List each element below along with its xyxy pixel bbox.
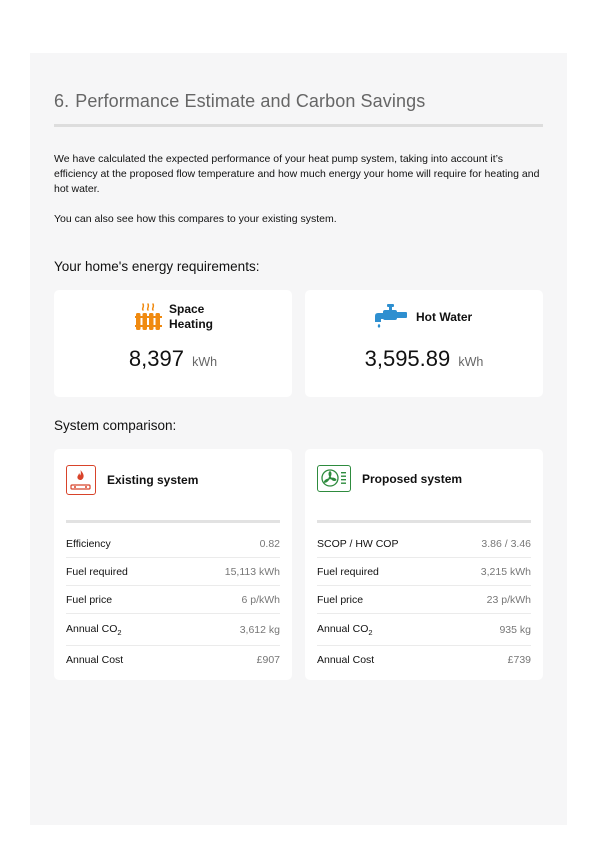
row-value: £907 [256, 654, 280, 666]
row-label: Annual Cost [66, 654, 124, 666]
section-number: 6. [54, 91, 70, 111]
row-label: Fuel price [317, 593, 364, 606]
boiler-flame-icon [66, 465, 96, 495]
row-value: 3,215 kWh [480, 565, 531, 578]
table-row [317, 614, 531, 646]
energy-heading: Your home's energy requirements: [54, 259, 260, 274]
table-row [317, 586, 531, 614]
row-label [317, 623, 373, 637]
row-value: 3.86 / 3.46 [481, 537, 531, 550]
row-label-main: Annual CO [66, 622, 118, 635]
intro-paragraph-1: We have calculated the expected performance of your heat pump system, taking into account it’s efficiency at the proposed flow temperature and how much energy your home will require for heating and hot water. [54, 153, 540, 195]
table-row [317, 558, 531, 586]
table-row [66, 646, 280, 674]
existing-system-title: Existing system [107, 473, 199, 487]
comparison-heading: System comparison: [54, 418, 177, 433]
row-value: 15,113 kWh [224, 565, 280, 578]
hot-water-unit: kWh [458, 355, 484, 369]
space-heating-label-line2: Heating [169, 317, 214, 331]
table-row [317, 530, 531, 558]
space-heating-unit: kWh [192, 355, 218, 369]
row-label: Fuel required [66, 565, 128, 578]
row-value: 23 p/kWh [486, 593, 531, 606]
space-heating-card [54, 290, 292, 397]
existing-rows [66, 530, 280, 674]
table-row [66, 558, 280, 586]
intro-text [54, 152, 546, 227]
table-row [66, 614, 280, 646]
row-label: Efficiency [66, 537, 111, 550]
proposed-rows [317, 530, 531, 674]
existing-system-card [54, 449, 292, 680]
section-title [54, 91, 425, 112]
row-value: 0.82 [259, 537, 280, 550]
hot-water-card [305, 290, 543, 397]
table-row [66, 586, 280, 614]
hot-water-value [305, 346, 543, 372]
proposed-system-card [305, 449, 543, 680]
heat-pump-fan-icon [317, 465, 351, 492]
hot-water-number: 3,595.89 [364, 346, 451, 371]
space-heating-label-line1: Space [169, 302, 205, 316]
row-label-subscript: 2 [368, 627, 373, 637]
row-value: £739 [507, 654, 531, 666]
row-label: Annual Cost [317, 654, 375, 666]
space-heating-label [169, 302, 213, 332]
row-value: 6 p/kWh [241, 593, 280, 606]
title-divider [54, 124, 543, 127]
proposed-divider [317, 520, 531, 523]
row-value: 935 kg [499, 623, 531, 636]
table-row [66, 530, 280, 558]
row-value: 3,612 kg [239, 623, 280, 636]
report-page [30, 53, 567, 825]
tap-icon [374, 304, 408, 330]
space-heating-number: 8,397 [128, 346, 184, 371]
table-row [317, 646, 531, 674]
row-label-main: Annual CO [317, 622, 369, 635]
proposed-system-title: Proposed system [362, 471, 463, 486]
radiator-icon [135, 302, 163, 332]
space-heating-value [54, 346, 292, 372]
existing-divider [66, 520, 280, 523]
row-label: Fuel price [66, 593, 113, 606]
hot-water-label: Hot Water [416, 309, 473, 324]
row-label: Fuel required [317, 565, 379, 578]
row-label-subscript: 2 [117, 627, 122, 637]
intro-paragraph-2: You can also see how this compares to your existing system. [54, 213, 337, 225]
row-label [66, 623, 122, 637]
row-label: SCOP / HW COP [317, 537, 399, 550]
section-title-text: Performance Estimate and Carbon Savings [75, 91, 426, 111]
